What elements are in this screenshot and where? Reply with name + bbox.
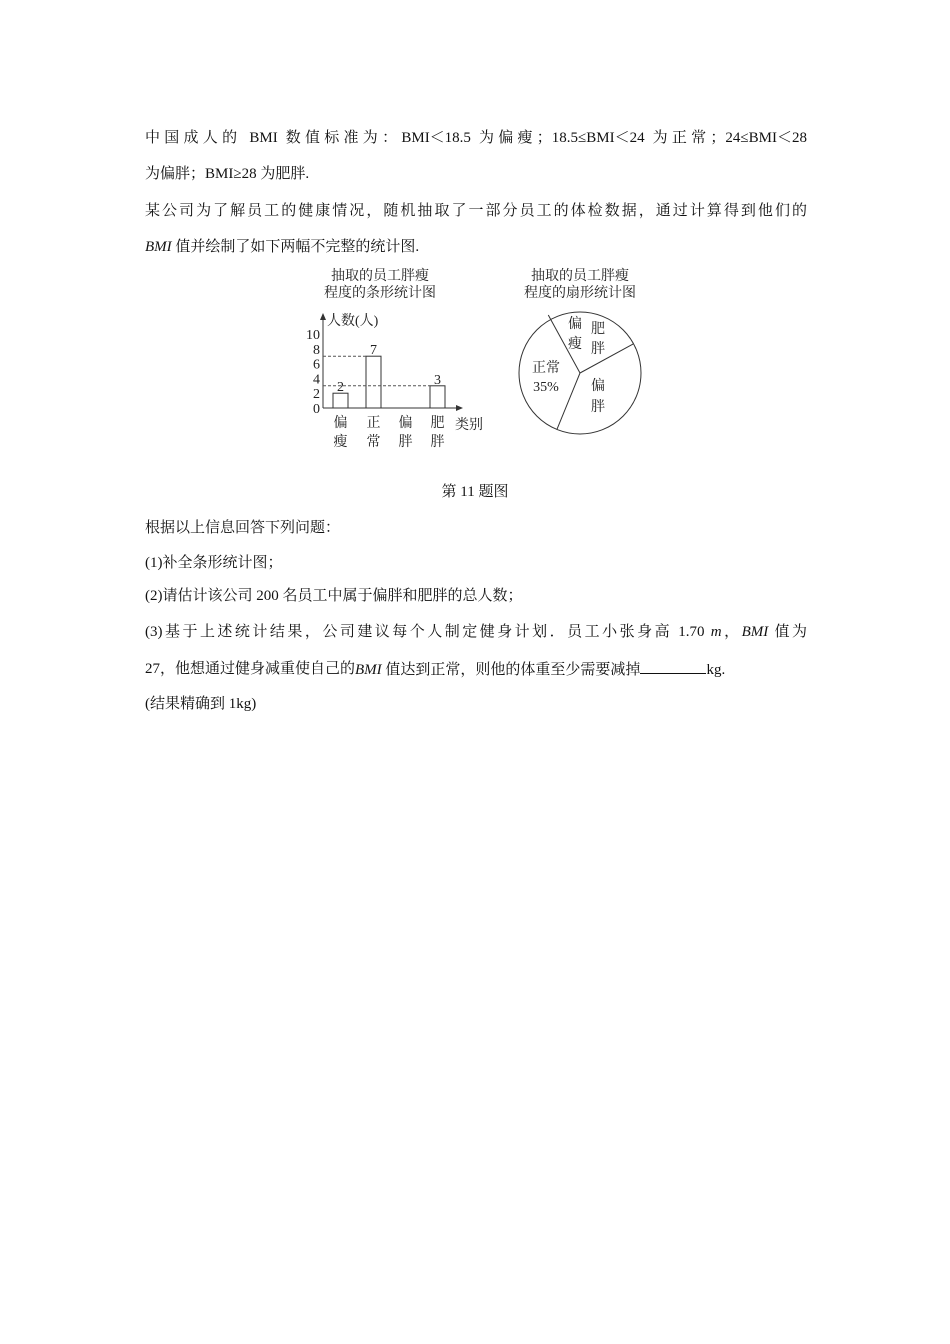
unit-kg: kg.: [706, 662, 726, 678]
data-label: 7: [370, 343, 377, 359]
bmi-italic: BMI: [355, 662, 382, 678]
x-tick-label: 常: [366, 435, 381, 450]
x-tick-label: 正: [366, 416, 381, 431]
x-tick-label: 偏: [398, 416, 413, 431]
x-tick-label: 偏: [333, 416, 348, 431]
question-1: (1)补全条形统计图；: [145, 555, 283, 571]
bar-title-line1: 抽取的员工胖瘦: [331, 268, 429, 284]
y-tick-label: 10: [306, 328, 320, 343]
pie-label-肥胖: 肥: [591, 322, 605, 337]
bmi-italic: BMI: [145, 239, 172, 255]
bar-正常: [366, 356, 381, 408]
pie-title-line2: 程度的扇形统计图: [524, 285, 636, 301]
pie-title-line1: 抽取的员工胖瘦: [531, 268, 629, 284]
y-axis-label: 人数(人): [327, 314, 379, 329]
bar-title-line2: 程度的条形统计图: [324, 285, 436, 301]
q3-text2: 27，他想通过健身减重使自己的: [145, 661, 356, 677]
q3-sep: ，: [721, 624, 742, 640]
paragraph-bmi-standard-2: 为偏胖；BMI≥28 为肥胖.: [145, 166, 310, 182]
y-tick-label: 6: [313, 357, 320, 373]
pie-label-偏瘦: 偏: [568, 317, 582, 332]
x-tick-label: 瘦: [333, 435, 348, 450]
x-axis-arrow: [456, 405, 463, 411]
bmi-italic: BMI: [741, 624, 769, 640]
question-3-line3: (结果精确到 1kg): [145, 696, 257, 712]
figure-caption: 第 11 题图: [441, 484, 509, 500]
x-tick-label: 胖: [430, 435, 445, 450]
pie-pct: 35%: [533, 380, 559, 395]
pie-label-正常: 正常: [532, 361, 560, 376]
question-3-line1: [145, 622, 807, 642]
intro-text: 值并绘制了如下两幅不完整的统计图.: [171, 239, 420, 255]
pie-label-偏瘦: 瘦: [568, 337, 582, 352]
data-label: 2: [337, 380, 344, 396]
pie-label-肥胖: 胖: [591, 342, 605, 357]
y-tick-label: 4: [313, 372, 320, 388]
y-tick-label: 0: [313, 402, 320, 417]
answer-blank[interactable]: [640, 659, 706, 674]
question-intro: 根据以上信息回答下列问题：: [145, 520, 341, 536]
pie-label-偏胖: 胖: [591, 400, 605, 415]
q3-text2-end: 值达到正常，则他的体重至少需要减掉: [381, 662, 641, 678]
question-3-line2: [145, 659, 807, 680]
y-tick-label: 8: [313, 342, 320, 358]
question-2: (2)请估计该公司 200 名员工中属于偏胖和肥胖的总人数；: [145, 588, 523, 604]
bar-chart: [0, 0, 950, 470]
pie-label-偏胖: 偏: [591, 379, 605, 394]
y-tick-label: 2: [313, 387, 320, 403]
paragraph-bmi-standard-1: 中国成人的 BMI 数值标准为：BMI＜18.5 为偏瘦；18.5≤BMI＜24 为正常；24≤BMI＜28: [145, 130, 807, 146]
x-axis-label: 类别: [455, 418, 483, 433]
q3-text: (3)基于上述统计结果，公司建议每个人制定健身计划．员工小张身高 1.70: [145, 624, 711, 640]
bar-肥胖: [430, 386, 445, 408]
unit-m: m: [710, 624, 722, 640]
x-tick-label: 肥: [430, 416, 445, 431]
paragraph-intro-1: 某公司为了解员工的健康情况，随机抽取了一部分员工的体检数据，通过计算得到他们的: [145, 203, 807, 219]
data-label: 3: [434, 372, 441, 388]
pie-divider: [580, 344, 634, 373]
q3-text-end: 值为: [768, 624, 807, 640]
pie-divider: [557, 373, 580, 430]
bar-偏瘦: [333, 393, 348, 408]
x-tick-label: 胖: [398, 435, 413, 450]
y-axis-arrow: [320, 313, 326, 320]
